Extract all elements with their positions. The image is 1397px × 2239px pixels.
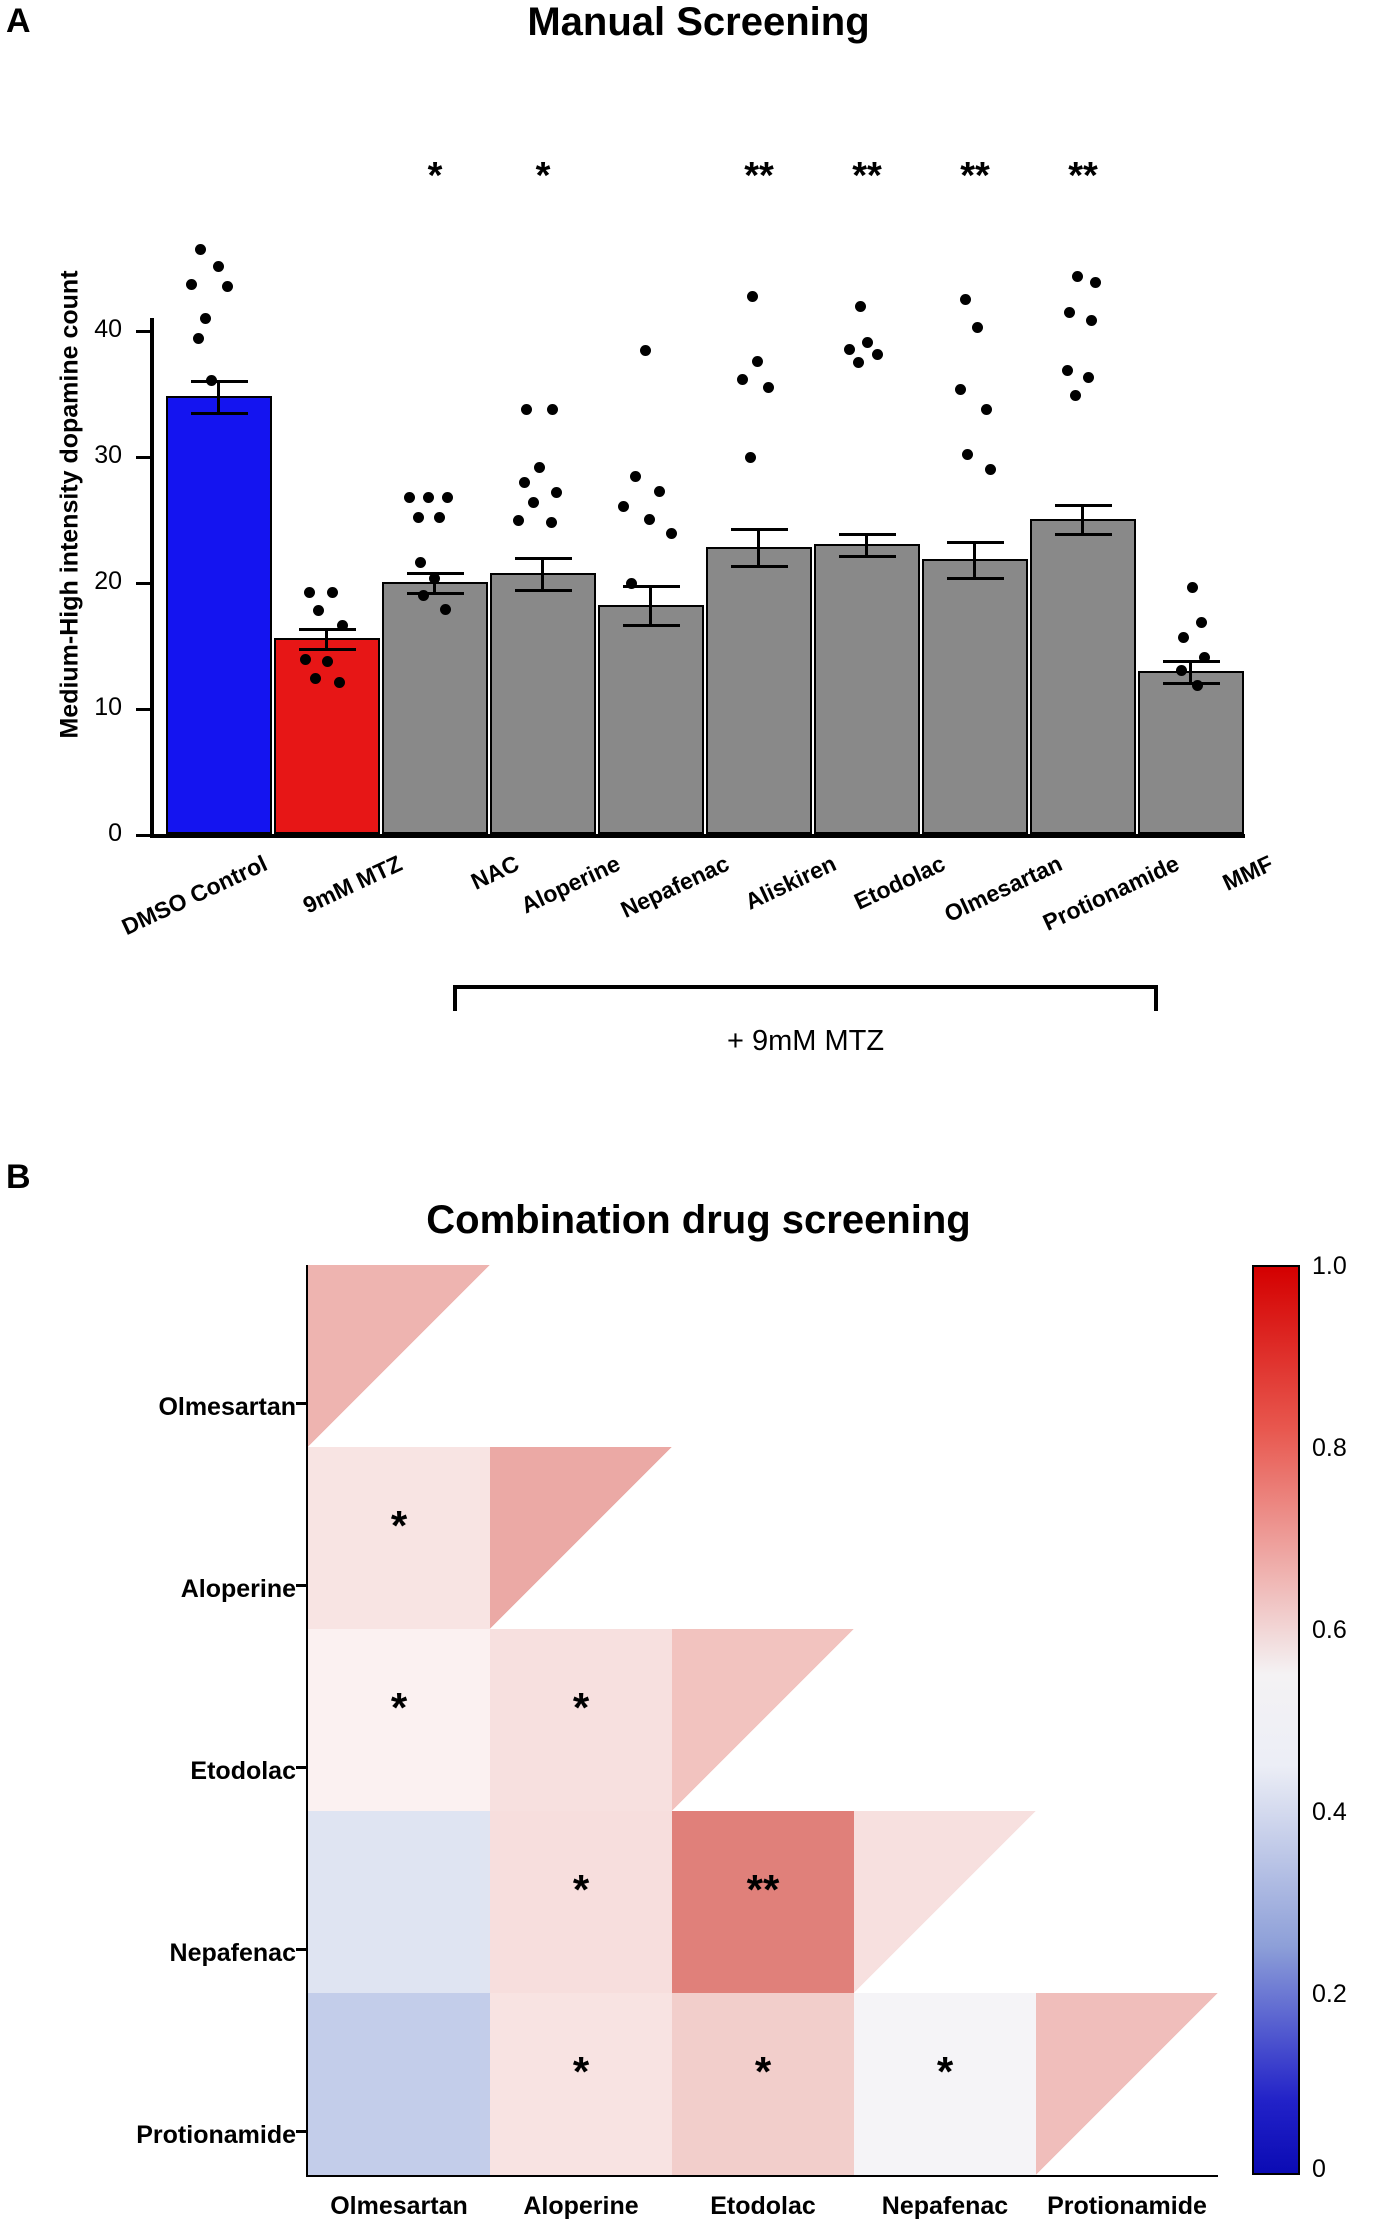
data-point [1187, 582, 1198, 593]
y-tick-label: 10 [94, 693, 122, 721]
bar-aliskiren [706, 547, 812, 834]
colorbar-label-1.0: 1.0 [1312, 1252, 1347, 1280]
error-bar-cap [299, 648, 356, 651]
x-category-label-mmf: MMF [1218, 850, 1277, 896]
heatmap-row-tick [296, 1948, 308, 1951]
colorbar-label-0.4: 0.4 [1312, 1798, 1347, 1826]
significance-marker-etodolac: ** [852, 155, 882, 197]
error-bar-cap [1055, 504, 1112, 507]
data-point [1178, 632, 1189, 643]
x-category-label-olmesartan: Olmesartan [940, 850, 1066, 928]
data-point [327, 587, 338, 598]
error-bar [973, 541, 976, 578]
data-point [186, 279, 197, 290]
bar-mmf [1138, 671, 1244, 834]
error-bar-cap [731, 528, 788, 531]
error-bar [541, 557, 544, 590]
data-point [745, 452, 756, 463]
panel-a-letter: A [6, 2, 31, 40]
data-point [404, 492, 415, 503]
significance-marker-aliskiren: ** [744, 155, 774, 197]
data-point [429, 573, 440, 584]
data-point [853, 357, 864, 368]
colorbar-label-0.8: 0.8 [1312, 1434, 1347, 1462]
error-bar [1189, 660, 1192, 683]
panel-b-letter: B [6, 1158, 31, 1196]
data-point [1199, 652, 1210, 663]
data-point [737, 374, 748, 385]
colorbar [1252, 1265, 1300, 2175]
data-point [546, 517, 557, 528]
x-category-label-aloperine: Aloperine [516, 850, 624, 919]
heatmap-cell-etodolac-aloperine[interactable] [490, 1629, 672, 1811]
error-bar [757, 528, 760, 566]
data-point [855, 301, 866, 312]
data-point [872, 349, 883, 360]
colorbar-label-0.6: 0.6 [1312, 1616, 1347, 1644]
group-bracket-label: + 9mM MTZ [726, 1025, 885, 1057]
data-point [310, 673, 321, 684]
significance-marker-olmesartan: ** [960, 155, 990, 197]
heatmap-cell-protionamide-olmesartan[interactable] [308, 1993, 490, 2175]
error-bar [217, 380, 220, 413]
data-point [418, 590, 429, 601]
data-point [960, 294, 971, 305]
heatmap-col-label-aloperine: Aloperine [523, 2192, 639, 2220]
heatmap-row-tick [296, 1584, 308, 1587]
heatmap-row-tick [296, 1402, 308, 1405]
data-point [630, 471, 641, 482]
y-tick-label: 0 [108, 819, 122, 847]
error-bar [325, 628, 328, 649]
error-bar [1081, 504, 1084, 534]
heatmap-cell-protionamide-aloperine[interactable] [490, 1993, 672, 2175]
data-point [747, 291, 758, 302]
y-axis-label: Medium-High intensity dopamine count [55, 270, 84, 739]
heatmap-cell-nepafenac-aloperine[interactable] [490, 1811, 672, 1993]
data-point [415, 557, 426, 568]
heatmap-annotation: * [572, 2048, 590, 2095]
heatmap-row-label-protionamide: Protionamide [136, 2121, 296, 2149]
bar-protionamide [1030, 519, 1136, 834]
data-point [1070, 390, 1081, 401]
data-point [666, 528, 677, 539]
data-point [547, 404, 558, 415]
data-point [981, 404, 992, 415]
data-point [955, 384, 966, 395]
error-bar-cap [839, 555, 896, 558]
bar-chart-panel [0, 60, 1397, 1140]
x-category-label-nac: NAC [466, 850, 523, 895]
x-axis-line [150, 834, 1245, 838]
error-bar-cap [1163, 660, 1220, 663]
y-tick-mark [136, 834, 152, 837]
heatmap-row-label-olmesartan: Olmesartan [158, 1393, 296, 1421]
error-bar-cap [191, 380, 248, 383]
significance-marker-protionamide: ** [1068, 155, 1098, 197]
error-bar-cap [1055, 533, 1112, 536]
data-point [1196, 617, 1207, 628]
error-bar-cap [947, 541, 1004, 544]
data-point [521, 404, 532, 415]
data-point [222, 281, 233, 292]
data-point [313, 605, 324, 616]
heatmap-annotation: * [936, 2048, 954, 2095]
x-category-label-dmso-control: DMSO Control [117, 850, 271, 940]
significance-marker-nac: * [427, 155, 443, 197]
bar-9mm-mtz [274, 638, 380, 834]
error-bar-cap [947, 577, 1004, 580]
x-category-label-protionamide: Protionamide [1038, 850, 1183, 936]
panel-a-title: Manual Screening [527, 0, 870, 44]
data-point [337, 620, 348, 631]
data-point [413, 512, 424, 523]
data-point [334, 677, 345, 688]
error-bar-cap [299, 628, 356, 631]
heatmap-row-label-etodolac: Etodolac [190, 1757, 296, 1785]
error-bar [649, 585, 652, 625]
heatmap-col-label-etodolac: Etodolac [710, 2192, 816, 2220]
significance-marker-aloperine: * [535, 155, 551, 197]
heatmap-cell-etodolac-etodolac [672, 1629, 854, 1811]
data-point [442, 492, 453, 503]
heatmap-cell-aloperine-aloperine [490, 1447, 672, 1629]
data-point [1086, 315, 1097, 326]
heatmap-cell-protionamide-etodolac[interactable] [672, 1993, 854, 2175]
x-category-label-aliskiren: Aliskiren [740, 850, 840, 915]
data-point [644, 514, 655, 525]
data-point [213, 261, 224, 272]
y-tick-label: 20 [94, 567, 122, 595]
error-bar-cap [839, 533, 896, 536]
error-bar [865, 533, 868, 556]
heatmap-cell-nepafenac-etodolac[interactable] [672, 1811, 854, 1993]
heatmap-row-label-nepafenac: Nepafenac [169, 1939, 296, 1967]
heatmap-cell-nepafenac-nepafenac [854, 1811, 1036, 1993]
data-point [640, 345, 651, 356]
data-point [304, 587, 315, 598]
data-point [626, 578, 637, 589]
bar-nac [382, 582, 488, 834]
data-point [513, 515, 524, 526]
y-tick-mark [136, 708, 152, 711]
data-point [763, 382, 774, 393]
data-point [440, 604, 451, 615]
data-point [1176, 665, 1187, 676]
heatmap-cell-olmesartan-olmesartan [308, 1265, 490, 1447]
data-point [423, 492, 434, 503]
error-bar-cap [191, 412, 248, 415]
data-point [1062, 365, 1073, 376]
heatmap-annotation: * [390, 1502, 408, 1549]
heatmap-row-tick [296, 1766, 308, 1769]
data-point [972, 322, 983, 333]
heatmap-row-label-aloperine: Aloperine [180, 1575, 296, 1603]
error-bar-cap [623, 624, 680, 627]
bar-aloperine [490, 573, 596, 834]
heatmap-annotation: * [572, 1866, 590, 1913]
panel-b-title: Combination drug screening [426, 1198, 971, 1242]
data-point [1090, 277, 1101, 288]
data-point [322, 656, 333, 667]
heatmap-annotation: ** [746, 1866, 780, 1913]
y-tick-group [0, 60, 150, 860]
data-point [985, 464, 996, 475]
bar-olmesartan [922, 559, 1028, 834]
data-point [618, 501, 629, 512]
y-tick-mark [136, 330, 152, 333]
data-point [200, 313, 211, 324]
heatmap-col-label-nepafenac: Nepafenac [881, 2192, 1009, 2220]
bar-dmso-control [166, 396, 272, 834]
data-point [551, 487, 562, 498]
data-point [528, 497, 539, 508]
error-bar-cap [515, 589, 572, 592]
data-point [1083, 372, 1094, 383]
heatmap-col-label-olmesartan: Olmesartan [330, 2192, 468, 2220]
heatmap-cell-protionamide-nepafenac[interactable] [854, 1993, 1036, 2175]
y-tick-label: 30 [94, 441, 122, 469]
y-tick-label: 40 [94, 315, 122, 343]
data-point [862, 337, 873, 348]
data-point [1192, 680, 1203, 691]
error-bar-cap [731, 565, 788, 568]
heatmap-annotation: * [572, 1684, 590, 1731]
data-point [519, 477, 530, 488]
data-point [1072, 271, 1083, 282]
heatmap-cell-protionamide-protionamide [1036, 1993, 1218, 2175]
x-category-label-9mm-mtz: 9mM MTZ [298, 850, 406, 919]
heatmap-row-tick [296, 2130, 308, 2133]
heatmap-col-label-protionamide: Protionamide [1047, 2192, 1207, 2220]
data-point [434, 512, 445, 523]
error-bar-cap [407, 592, 464, 595]
heatmap-cell-etodolac-olmesartan[interactable] [308, 1629, 490, 1811]
data-point [752, 356, 763, 367]
heatmap-grid [308, 1265, 1218, 2175]
x-category-label-etodolac: Etodolac [849, 850, 949, 915]
heatmap-annotation: * [390, 1684, 408, 1731]
data-point [534, 462, 545, 473]
data-point [193, 333, 204, 344]
y-tick-mark [136, 582, 152, 585]
heatmap-cell-aloperine-olmesartan[interactable] [308, 1447, 490, 1629]
y-axis-line [150, 318, 154, 838]
data-point [844, 344, 855, 355]
bar-etodolac [814, 544, 920, 834]
y-tick-mark [136, 456, 152, 459]
data-point [206, 375, 217, 386]
heatmap-panel [0, 1240, 1397, 2239]
bar-nepafenac [598, 605, 704, 834]
heatmap-cell-nepafenac-olmesartan[interactable] [308, 1811, 490, 1993]
data-point [1064, 307, 1075, 318]
x-category-label-nepafenac: Nepafenac [616, 850, 733, 923]
heatmap-annotation: * [754, 2048, 772, 2095]
data-point [962, 449, 973, 460]
error-bar-cap [515, 557, 572, 560]
colorbar-label-0.2: 0.2 [1312, 1980, 1347, 2008]
group-bracket [453, 985, 1158, 1015]
data-point [195, 244, 206, 255]
data-point [654, 486, 665, 497]
data-point [300, 654, 311, 665]
colorbar-label-0: 0 [1312, 2155, 1326, 2183]
